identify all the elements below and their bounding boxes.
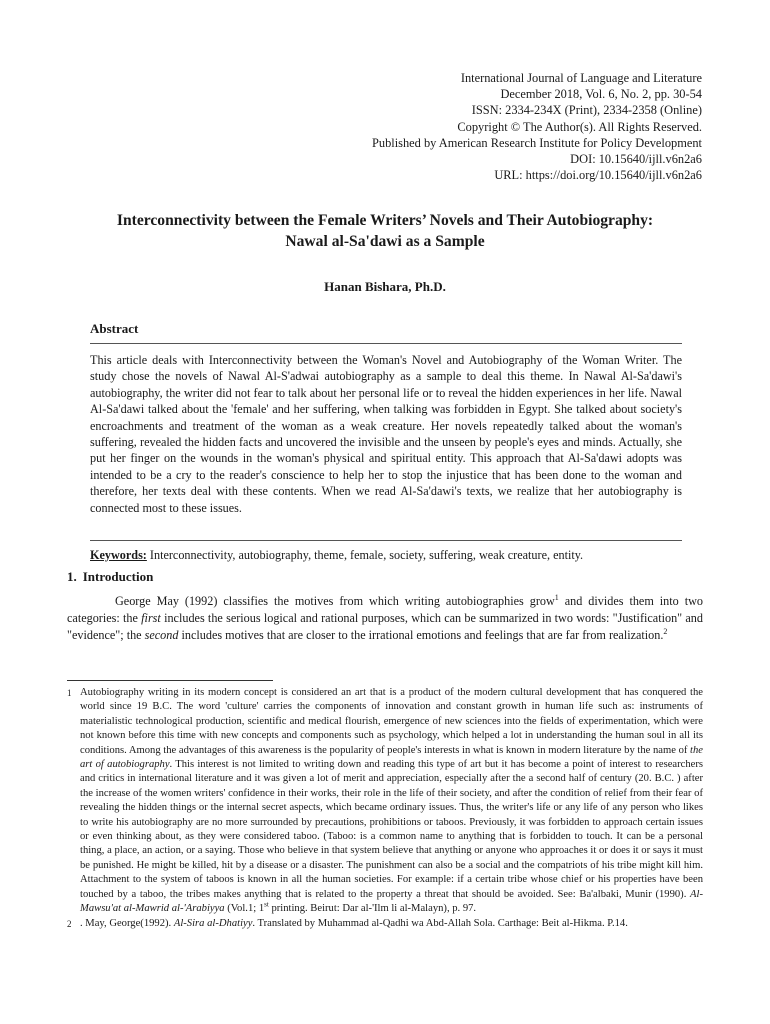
keywords <box>90 547 682 563</box>
abstract-top-rule <box>90 343 682 344</box>
keywords-label: Keywords: <box>90 548 147 562</box>
journal-publisher: Published by American Research Institute for Policy Development <box>372 135 702 150</box>
footnote-2-text <box>80 917 703 931</box>
fn1-italic-2: Al-Mawsu'at al-Mawrid al-'Arabiyya <box>80 888 703 915</box>
footnotes <box>67 686 703 931</box>
section-number: 1. <box>67 569 77 584</box>
journal-issue: December 2018, Vol. 6, No. 2, pp. 30-54 <box>500 87 702 102</box>
footnote-2 <box>67 917 703 931</box>
footnote-1-mark: 1 <box>67 688 72 698</box>
footnote-ref-1[interactable]: 1 <box>554 592 559 602</box>
section-title: Introduction <box>82 569 154 584</box>
journal-url[interactable]: URL: https://doi.org/10.15640/ijll.v6n2a6 <box>494 168 702 183</box>
abstract-text: This article deals with Interconnectivity between the Woman's Novel and Autobiography of the Woman Writer. The study chose the novels of Nawal Al-S'adwai autobiography as a sample to deal this theme. In Nawal Al-Sa'dawi's autobiography, the writer did not fear to talk about her personal life or to reveal the hidden experiences in her life. Nawal Al-Sa'dawi talked about the 'female' and her suffering, when talking was forbidden in Egypt. She talked about society's encroachments and treatment of the woman as a weak creature. Her novels repeatedly talked about the woman's suffering, revealed the hidden facts and uncovered the invisible and the unseen by people's eyes and minds. Actually, she put her finger on the wounds in the woman's physical and spiritual entity. This approach that Al-Sa'dawi adopts was intended to be a cry to the reader's conscience to help her to stop the injustice that has been done to the woman and therefore, her texts deal with these contents. When we read Al-Sa'dawi's texts, we realize that her autobiography is connected most to these issues. <box>90 353 682 515</box>
introduction-paragraph <box>67 593 703 644</box>
fn1-text-d: printing. Beirut: Dar al-'Ilm li al-Malayn), p. 97. <box>268 903 477 915</box>
fn2-text-a: . May, George(1992). <box>80 917 174 929</box>
journal-doi: DOI: 10.15640/ijll.v6n2a6 <box>570 152 702 167</box>
journal-header <box>372 70 702 183</box>
fn1-text-a: Autobiography writing in its modern concept is considered an art that is a product of the modern cultural development that has conquered the world since 19 B.C. The word 'culture' carries the components of innovation and constant growth in human life such as: instruments of materialistic technological production, scientific and medical flourish, emergence of new sciences into the fields of experimentation, which were not known before this time with new concepts and components such as psychology, which helped a lot in understanding the human soul in all its conditions. Among the advantages of this awareness is the popularity of people's interests in what is known in modern literature by the name of <box>80 687 703 756</box>
fn1-text-c: (Vol.1; 1 <box>224 903 265 915</box>
intro-text-d: includes motives that are closer to the irrational emotions and feelings that are far from realization. <box>178 628 664 642</box>
author-name: Hanan Bishara, Ph.D. <box>324 279 446 294</box>
keywords-text: Interconnectivity, autobiography, theme, female, society, suffering, weak creature, entity. <box>146 548 584 562</box>
abstract-heading: Abstract <box>90 321 139 336</box>
intro-italic-second: second <box>144 628 179 642</box>
footnote-ref-2[interactable]: 2 <box>663 626 668 636</box>
fn2-text-b: . Translated by Muhammad al-Qadhi wa Abd-Allah Sola. Carthage: Beit al-Hikma. P.14. <box>252 917 628 929</box>
fn1-italic-1: the art of autobiography <box>80 744 703 771</box>
intro-text-c: includes the serious logical and rational purposes, which can be summarized in two words: "Justification" and "evidence"; the <box>67 611 703 642</box>
fn2-italic: Al-Sira al-Dhatiyy <box>173 917 253 929</box>
abstract-bottom-rule <box>90 540 682 541</box>
footnote-2-mark: 2 <box>67 918 72 929</box>
intro-italic-first: first <box>141 611 161 625</box>
footnote-1-text <box>80 686 703 917</box>
paper-title-line-2: Nawal al-Sa'dawi as a Sample <box>285 233 485 250</box>
intro-text-b: and divides them into two categories: the <box>67 594 703 625</box>
journal-copyright: Copyright © The Author(s). All Rights Reserved. <box>457 119 702 134</box>
fn1-text-b: . This interest is not limited to writing down and reading this type of art but it has become a point of interest to researchers and critics in international literature and it was given a lot of merit and appreciation, especially after the a second half of century (20. B.C. ) after the increase of the women writers' confidence in their works, their role in the life of their society, and after the condition of relief from their fear of revealing the hidden things or the internal secret aspects, which became ordinary issues. Thus, the writer's life or any life of any person who likes to write his autobiography are no more surrounded by precautions, prohibitions or taboos. Previously, it was forbidden to approach certain issues or even thinking about, as they were considered taboo. (Taboo: is a common name to anything that is forbidden to touch. It can be a personal thing, a place, an action, or a saying. Those who believe in that system believe that anything or anyone who approaches it or does it or says it must be punished. He might be killed, hit by a disease or a disaster. The punishment can also be a social and the compatriots of his tribe might kill him. Attachment to the system of taboos is known in all the human societies. For example: if a certain tribe whose chief or his properties have been touched by a taboo, the tribes makes anything that is related to the property a threat that should be avoided. See: Ba'albaki, Munir (1990). <box>80 759 703 900</box>
section-heading-introduction <box>67 569 153 585</box>
paper-title-line-1: Interconnectivity between the Female Writers’ Novels and Their Autobiography: <box>116 212 654 229</box>
intro-text-a: George May (1992) classifies the motives from which writing autobiographies grow <box>115 594 555 608</box>
fn1-sup: st <box>264 900 269 909</box>
footnote-1 <box>67 686 703 917</box>
journal-issn: ISSN: 2334-234X (Print), 2334-2358 (Online) <box>471 103 702 118</box>
journal-name: International Journal of Language and Literature <box>460 71 702 85</box>
paper-title <box>60 210 710 252</box>
footnote-separator <box>67 680 273 681</box>
